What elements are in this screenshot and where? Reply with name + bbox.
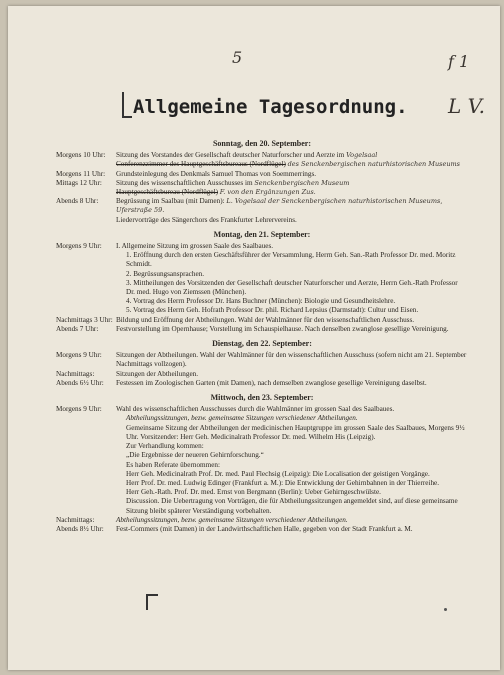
entry-text: Sitzungen der Abtheilungen. Wahl der Wahlmänner für den wissenschaftlichen Ausschuss (sofern nicht am 21. September Nachmittags vollzogen).: [116, 351, 467, 369]
entry-text: Es haben Referate übernommen:: [126, 460, 220, 469]
entry-time: Nachmittags:: [56, 369, 95, 378]
handwritten-note: Senckenbergischen Museum: [254, 178, 350, 187]
document-title: Allgemeine Tagesordnung.: [133, 96, 408, 118]
entry-text: Sitzungen der Abtheilungen.: [116, 369, 199, 378]
day-heading: Mittwoch, den 23. September:: [210, 393, 314, 403]
entry-text: Sitzung des wissenschaftlichen Ausschusses im: [116, 178, 253, 187]
handwritten-note: Vogelsaal: [346, 151, 378, 160]
day-heading: Dienstag, den 22. September:: [212, 339, 312, 349]
entry-text: Herr Geh. Medicinalrath Prof. Dr. med. Paul Flechsig (Leipzig): Die Localisation der geistigen Vorgänge.: [126, 469, 430, 478]
agenda-entry: [56, 242, 468, 251]
entry-text: 2. Begrüssungsansprachen.: [126, 269, 205, 278]
document-page: [8, 6, 500, 670]
entry-text: Festvorstellung im Opernhause; Vorstellung im Schauspielhause. Nach denselben zwanglose gesellige Vereinigung.: [116, 324, 449, 333]
entry-time: Morgens 9 Uhr:: [56, 405, 102, 414]
entry-text: Zur Verhandlung kommen:: [126, 442, 204, 451]
entry-text: Abtheilungssitzungen, bezw. gemeinsame Sitzungen verschiedener Abtheilungen.: [126, 414, 358, 423]
entry-time: Morgens 9 Uhr:: [56, 242, 102, 251]
agenda-entry: [56, 170, 468, 179]
entry-time: Morgens 10 Uhr:: [56, 151, 106, 160]
agenda-entry: [56, 516, 468, 525]
handwritten-bracket-mark: [122, 92, 132, 118]
ink-dot: [444, 608, 447, 611]
entry-text: Liedervorträge des Sängerchors des Frankfurter Lehrervereins.: [116, 215, 297, 224]
entry-text: I. Allgemeine Sitzung im grossen Saale des Saalbaues.: [116, 242, 274, 251]
agenda-entry: [56, 325, 468, 334]
agenda-entry: [56, 151, 468, 160]
agenda-entry: [56, 525, 468, 534]
entry-time: Morgens 11 Uhr:: [56, 169, 106, 178]
entry-text: Herr Prof. Dr. med. Ludwig Edinger (Frankfurt a. M.): Die Entwicklung der Gehirnbahnen in der Thierreihe.: [126, 478, 440, 487]
entry-time: Mittags 12 Uhr:: [56, 178, 102, 187]
entry-time: Nachmittags 3 Uhr:: [56, 315, 113, 324]
entry-text: Sitzung des Vorstandes der Gesellschaft deutscher Naturforscher und Aerzte im: [116, 151, 345, 160]
handwritten-corner-tick: [146, 594, 158, 610]
entry-text: 4. Vortrag des Herrn Professor Dr. Hans Buchner (München): Biologie und Gesundheitslehre.: [126, 297, 396, 306]
day-heading: Sonntag, den 20. September:: [212, 139, 311, 148]
handwritten-note: L. Vogelsaal der Senckenbergischen naturhistorischen Museums, Uferstraße 59.: [116, 197, 443, 215]
entry-text: 5. Vortrag des Herrn Geh. Hofrath Professor Dr. phil. Richard Lepsius (Darmstadt): Cultur und Eisen.: [126, 306, 419, 315]
entry-text: Abtheilungssitzungen, bezw. gemeinsame Sitzungen verschiedener Abtheilungen.: [116, 515, 348, 524]
entry-text: Bildung und Eröffnung der Abtheilungen. Wahl der Wahlmänner für den wissenschaftlichen Ausschuss.: [116, 315, 415, 324]
entry-time: Abends 8 Uhr:: [56, 197, 99, 206]
entry-text: Herr Geh.-Rath. Prof. Dr. med. Ernst von Bergmann (Berlin): Ueber Gehirngeschwülste.: [126, 488, 381, 497]
entry-text: Gemeinsame Sitzung der Abtheilungen der medicinischen Hauptgruppe im grossen Saale des Saalbaues, Morgens 9½ Uhr. Vorsitzender: Herr Geh. Medicinalrath Professor Dr. med. Wilhelm His (Leipzig).: [126, 423, 465, 441]
entry-text: Fest-Commers (mit Damen) in der Landwirthschaftlichen Halle, gegeben von der Stadt Frankfurt a. M.: [116, 524, 413, 533]
struck-text: Conferenzzimmer des Hauptgeschäftsbureaus (Nordflügel): [116, 160, 286, 169]
agenda-entry: [56, 405, 468, 414]
entry-text: 1. Eröffnung durch den ersten Geschäftsführer der Versammlung, Herrn Geh. San.-Rath Professor Dr. med. Moritz Schmidt.: [126, 251, 456, 269]
agenda-entry: [56, 379, 468, 388]
handwritten-note: des Senckenbergischen naturhistorischen Museums: [287, 160, 461, 169]
entry-time: Abends 6½ Uhr:: [56, 378, 104, 387]
agenda-entry: [56, 370, 468, 379]
agenda-entry: [56, 316, 468, 325]
entry-text: Festessen im Zoologischen Garten (mit Damen), nach demselben zwanglose gesellige Vereinigung daselbst.: [116, 378, 427, 387]
struck-text: Hauptgeschäftsbureau (Nordflügel): [116, 188, 218, 197]
handwritten-note: F. von den Ergänzungen Zus.: [219, 188, 316, 197]
entry-text: Wahl des wissenschaftlichen Ausschusses durch die Wahlmänner im grossen Saal des Saalbaues.: [116, 405, 395, 414]
entry-time: Nachmittags:: [56, 515, 95, 524]
handwritten-roman-numeral: L V.: [448, 94, 485, 118]
agenda-entry: [56, 179, 468, 188]
agenda-entry: [56, 351, 468, 369]
agenda-entry: [56, 197, 468, 215]
handwritten-page-number: 5: [232, 48, 243, 67]
entry-text: Begrüssung im Saalbau (mit Damen):: [116, 197, 225, 206]
entry-time: Abends 7 Uhr:: [56, 324, 99, 333]
entry-text: Discussion. Die Uebertragung von Vorträgen, die für Abtheilungssitzungen angemeldet sind, auf diese gemeinsame Sitzung bleibt späterer Verständigung vorbehalten.: [126, 497, 458, 515]
entry-time: Morgens 9 Uhr:: [56, 351, 102, 360]
handwritten-corner-mark: f 1: [448, 52, 470, 71]
entry-time: Abends 8½ Uhr:: [56, 524, 104, 533]
entry-text: „Die Ergebnisse der neueren Gehirnforschung.“: [126, 451, 264, 460]
entry-text: Grundsteinlegung des Denkmals Samuel Thomas von Soemmerrings.: [116, 169, 317, 178]
agenda-content: [56, 134, 468, 534]
entry-text: 3. Mittheilungen des Vorsitzenden der Gesellschaft deutscher Naturforscher und Aerzte, Herrn Geh.-Rath Professor Dr. med. Hugo von Ziemssen (München).: [126, 278, 458, 297]
day-heading: Montag, den 21. September:: [213, 229, 311, 239]
